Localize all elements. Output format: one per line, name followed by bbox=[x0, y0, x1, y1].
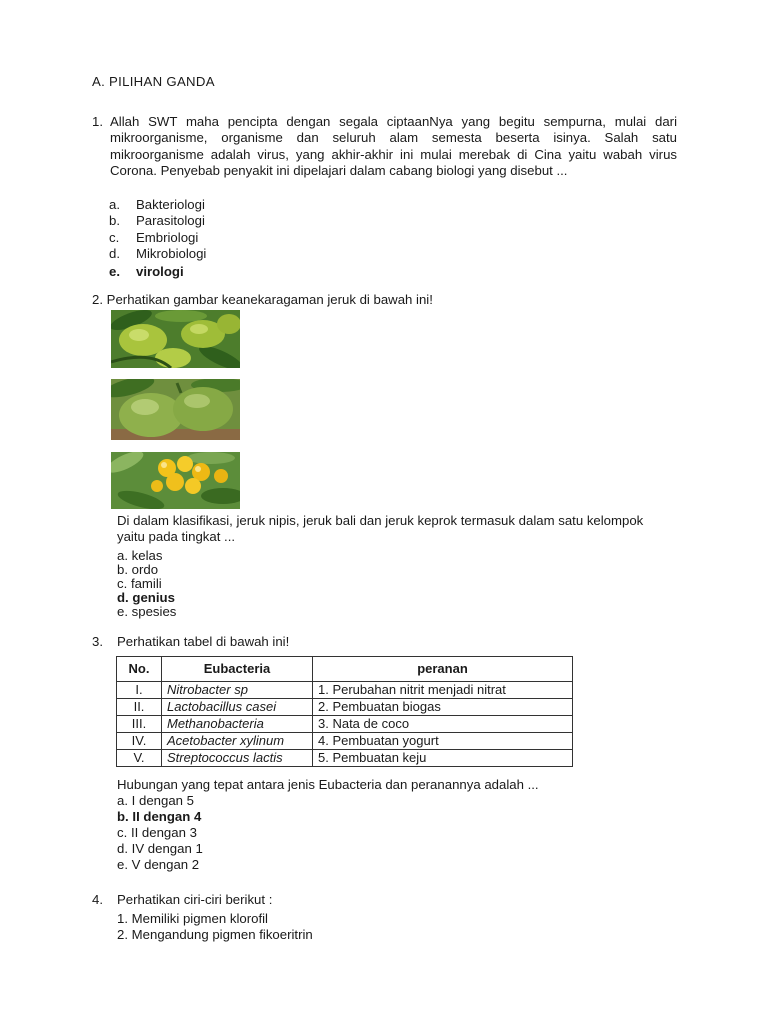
q3-option-b-answer[interactable]: b. II dengan 4 bbox=[117, 809, 202, 824]
table-header-row bbox=[117, 657, 573, 682]
table-cell-eubacteria: Methanobacteria bbox=[162, 716, 313, 733]
header-no: No. bbox=[117, 657, 162, 682]
q3-text: Hubungan yang tepat antara jenis Eubacteria dan peranannya adalah ... bbox=[117, 777, 539, 792]
table-row bbox=[117, 733, 573, 750]
q4-item-1: 1. Memiliki pigmen klorofil bbox=[117, 911, 268, 926]
q4-number: 4. bbox=[92, 892, 103, 907]
q4-prompt: Perhatikan ciri-ciri berikut : bbox=[117, 892, 273, 907]
pomelo-photo bbox=[111, 379, 240, 440]
q4-item-2: 2. Mengandung pigmen fikoeritrin bbox=[117, 927, 313, 942]
table-row bbox=[117, 682, 573, 699]
table-cell-eubacteria: Lactobacillus casei bbox=[162, 699, 313, 716]
q1-option-a[interactable]: a. Bakteriologi bbox=[109, 197, 205, 212]
table-cell-no: I. bbox=[117, 682, 162, 699]
q1-option-b[interactable]: b. Parasitologi bbox=[109, 213, 205, 228]
table-row bbox=[117, 750, 573, 767]
q2-prompt: 2. Perhatikan gambar keanekaragaman jeruk di bawah ini! bbox=[92, 292, 433, 307]
q3-number: 3. bbox=[92, 634, 103, 649]
q3-option-a[interactable]: a. I dengan 5 bbox=[117, 793, 195, 808]
header-eubacteria: Eubacteria bbox=[162, 657, 313, 682]
q1-option-d[interactable]: d. Mikrobiologi bbox=[109, 246, 207, 261]
mandarin-photo bbox=[111, 452, 240, 509]
q3-option-d[interactable]: d. IV dengan 1 bbox=[117, 841, 203, 856]
table-cell-eubacteria: Nitrobacter sp bbox=[162, 682, 313, 699]
q3-option-c[interactable]: c. II dengan 3 bbox=[117, 825, 197, 840]
q1-option-e-answer[interactable]: e. virologi bbox=[109, 264, 184, 279]
eubacteria-table bbox=[116, 656, 573, 767]
table-cell-peranan: 4. Pembuatan yogurt bbox=[313, 733, 573, 750]
table-cell-eubacteria: Acetobacter xylinum bbox=[162, 733, 313, 750]
q3-option-e[interactable]: e. V dengan 2 bbox=[117, 857, 200, 872]
table-cell-peranan: 1. Perubahan nitrit menjadi nitrat bbox=[313, 682, 573, 699]
lime-photo bbox=[111, 310, 240, 368]
q2-number: 2. bbox=[92, 292, 103, 307]
table-cell-no: III. bbox=[117, 716, 162, 733]
table-cell-eubacteria: Streptococcus lactis bbox=[162, 750, 313, 767]
q2-option-c[interactable]: c. famili bbox=[117, 576, 162, 591]
q2-text: Di dalam klasifikasi, jeruk nipis, jeruk bali dan jeruk keprok termasuk dalam satu kelompok yaitu pada tingkat ... bbox=[117, 513, 644, 545]
q2-option-b[interactable]: b. ordo bbox=[117, 562, 159, 577]
q2-option-e[interactable]: e. spesies bbox=[117, 604, 177, 619]
q1-number: 1. bbox=[92, 114, 103, 129]
table-cell-no: II. bbox=[117, 699, 162, 716]
q3-prompt: Perhatikan tabel di bawah ini! bbox=[117, 634, 290, 649]
table-cell-peranan: 5. Pembuatan keju bbox=[313, 750, 573, 767]
q1-option-c[interactable]: c. Embriologi bbox=[109, 230, 199, 245]
header-peranan: peranan bbox=[313, 657, 573, 682]
table-row bbox=[117, 716, 573, 733]
table-cell-peranan: 3. Nata de coco bbox=[313, 716, 573, 733]
table-cell-peranan: 2. Pembuatan biogas bbox=[313, 699, 573, 716]
q1-text: Allah SWT maha pencipta dengan segala ciptaanNya yang begitu sempurna, mulai dari mikroorganisme, organisme dan seluruh alam semesta beserta isinya. Salah satu mikroorganisme adalah virus, yang akhir-akhir ini mulai merebak di Cina yaitu wabah virus Corona. Penyebab penyakit ini dipelajari dalam cabang biologi yang disebut ... bbox=[110, 114, 677, 179]
section-title: A. PILIHAN GANDA bbox=[92, 74, 215, 89]
table-cell-no: V. bbox=[117, 750, 162, 767]
q2-option-a[interactable]: a. kelas bbox=[117, 548, 163, 563]
q2-option-d-answer[interactable]: d. genius bbox=[117, 590, 175, 605]
table-row bbox=[117, 699, 573, 716]
table-cell-no: IV. bbox=[117, 733, 162, 750]
